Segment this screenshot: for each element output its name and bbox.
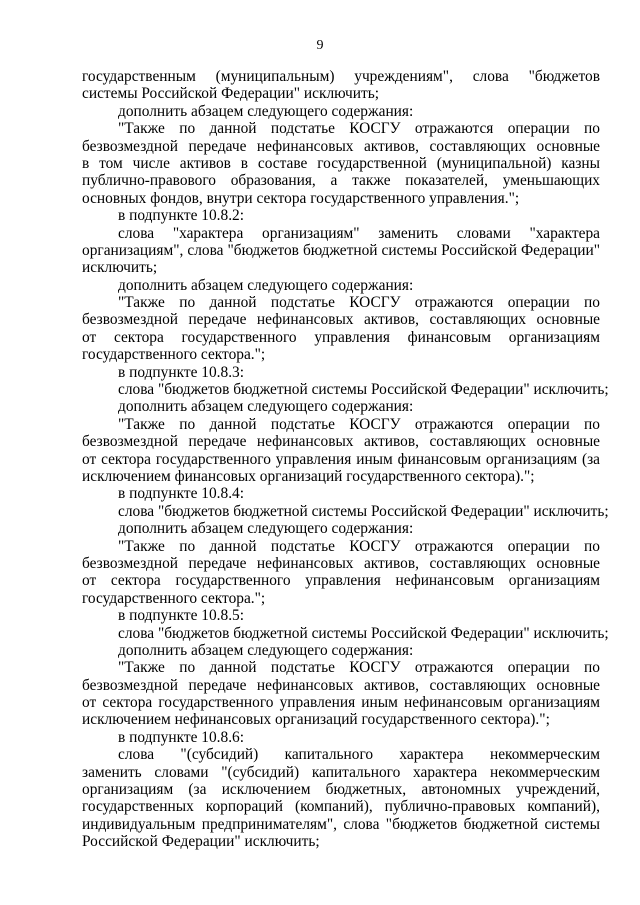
- text-line: системы Российской Федерации" исключить;: [82, 85, 380, 103]
- text-line: от сектора государственного управления иным нефинансовым организациям: [82, 694, 600, 712]
- text-line: безвозмездной передаче нефинансовых активов, составляющих основные: [82, 433, 600, 451]
- text-line: дополнить абзацем следующего содержания:: [118, 520, 414, 538]
- text-line: "Также по данной подстатье КОСГУ отражаются операции по: [118, 415, 600, 433]
- text-line: "Также по данной подстатье КОСГУ отражаются операции по: [118, 537, 600, 555]
- text-line: публично-правового образования, а также показателей, уменьшающих: [82, 172, 600, 190]
- text-line: государственных корпораций (компаний), публично-правовых компаний),: [82, 798, 600, 816]
- text-line: в подпункте 10.8.6:: [118, 728, 245, 746]
- text-line: "Также по данной подстатье КОСГУ отражаются операции по: [118, 659, 600, 677]
- text-line: дополнить абзацем следующего содержания:: [118, 102, 414, 120]
- text-line: в том числе активов в составе государственной (муниципальной) казны: [82, 154, 600, 172]
- text-line: от сектора государственного управления нефинансовым организациям: [82, 572, 600, 590]
- text-line: в подпункте 10.8.2:: [118, 207, 245, 225]
- text-line: исключением финансовых организаций государственного сектора).";: [82, 467, 535, 485]
- text-line: безвозмездной передаче нефинансовых активов, составляющих основные: [82, 311, 600, 329]
- text-line: исключением нефинансовых организаций государственного сектора).";: [82, 711, 550, 729]
- text-line: слова "бюджетов бюджетной системы Российской Федерации" исключить;: [118, 381, 609, 399]
- text-line: основных фондов, внутри сектора государственного управления.";: [82, 189, 520, 207]
- text-line: Российской Федерации" исключить;: [82, 833, 320, 851]
- text-line: дополнить абзацем следующего содержания:: [118, 398, 414, 416]
- text-line: в подпункте 10.8.5:: [118, 607, 245, 625]
- text-line: государственного сектора.";: [82, 589, 266, 607]
- text-line: слова "характера организациям" заменить словами "характера: [118, 224, 600, 242]
- text-line: исключить;: [82, 259, 158, 277]
- text-line: организациям (за исключением бюджетных, автономных учреждений,: [82, 781, 600, 799]
- text-line: в подпункте 10.8.4:: [118, 485, 245, 503]
- text-line: в подпункте 10.8.3:: [118, 363, 245, 381]
- text-line: слова "бюджетов бюджетной системы Российской Федерации" исключить;: [118, 624, 609, 642]
- text-line: "Также по данной подстатье КОСГУ отражаются операции по: [118, 120, 600, 138]
- text-line: заменить словами "(субсидий) капитального характера некоммерческим: [82, 763, 600, 781]
- text-line: дополнить абзацем следующего содержания:: [118, 641, 414, 659]
- text-line: слова "(субсидий) капитального характера некоммерческим: [118, 746, 600, 764]
- text-line: безвозмездной передаче нефинансовых активов, составляющих основные: [82, 554, 600, 572]
- page-number: 9: [316, 38, 324, 53]
- text-line: безвозмездной передаче нефинансовых активов, составляющих основные: [82, 676, 600, 694]
- text-line: от сектора государственного управления финансовым организациям: [82, 328, 600, 346]
- text-line: слова "бюджетов бюджетной системы Российской Федерации" исключить;: [118, 502, 609, 520]
- text-line: от сектора государственного управления иным финансовым организациям (за: [82, 450, 600, 468]
- text-line: дополнить абзацем следующего содержания:: [118, 276, 414, 294]
- text-line: государственного сектора.";: [82, 346, 266, 364]
- document-body: [82, 68, 609, 851]
- text-line: индивидуальным предпринимателям", слова "бюджетов бюджетной системы: [82, 815, 600, 833]
- text-line: безвозмездной передаче нефинансовых активов, составляющих основные: [82, 137, 600, 155]
- text-line: государственным (муниципальным) учреждениям", слова "бюджетов: [82, 68, 600, 85]
- text-line: "Также по данной подстатье КОСГУ отражаются операции по: [118, 294, 600, 312]
- text-line: организациям", слова "бюджетов бюджетной системы Российской Федерации": [82, 241, 600, 259]
